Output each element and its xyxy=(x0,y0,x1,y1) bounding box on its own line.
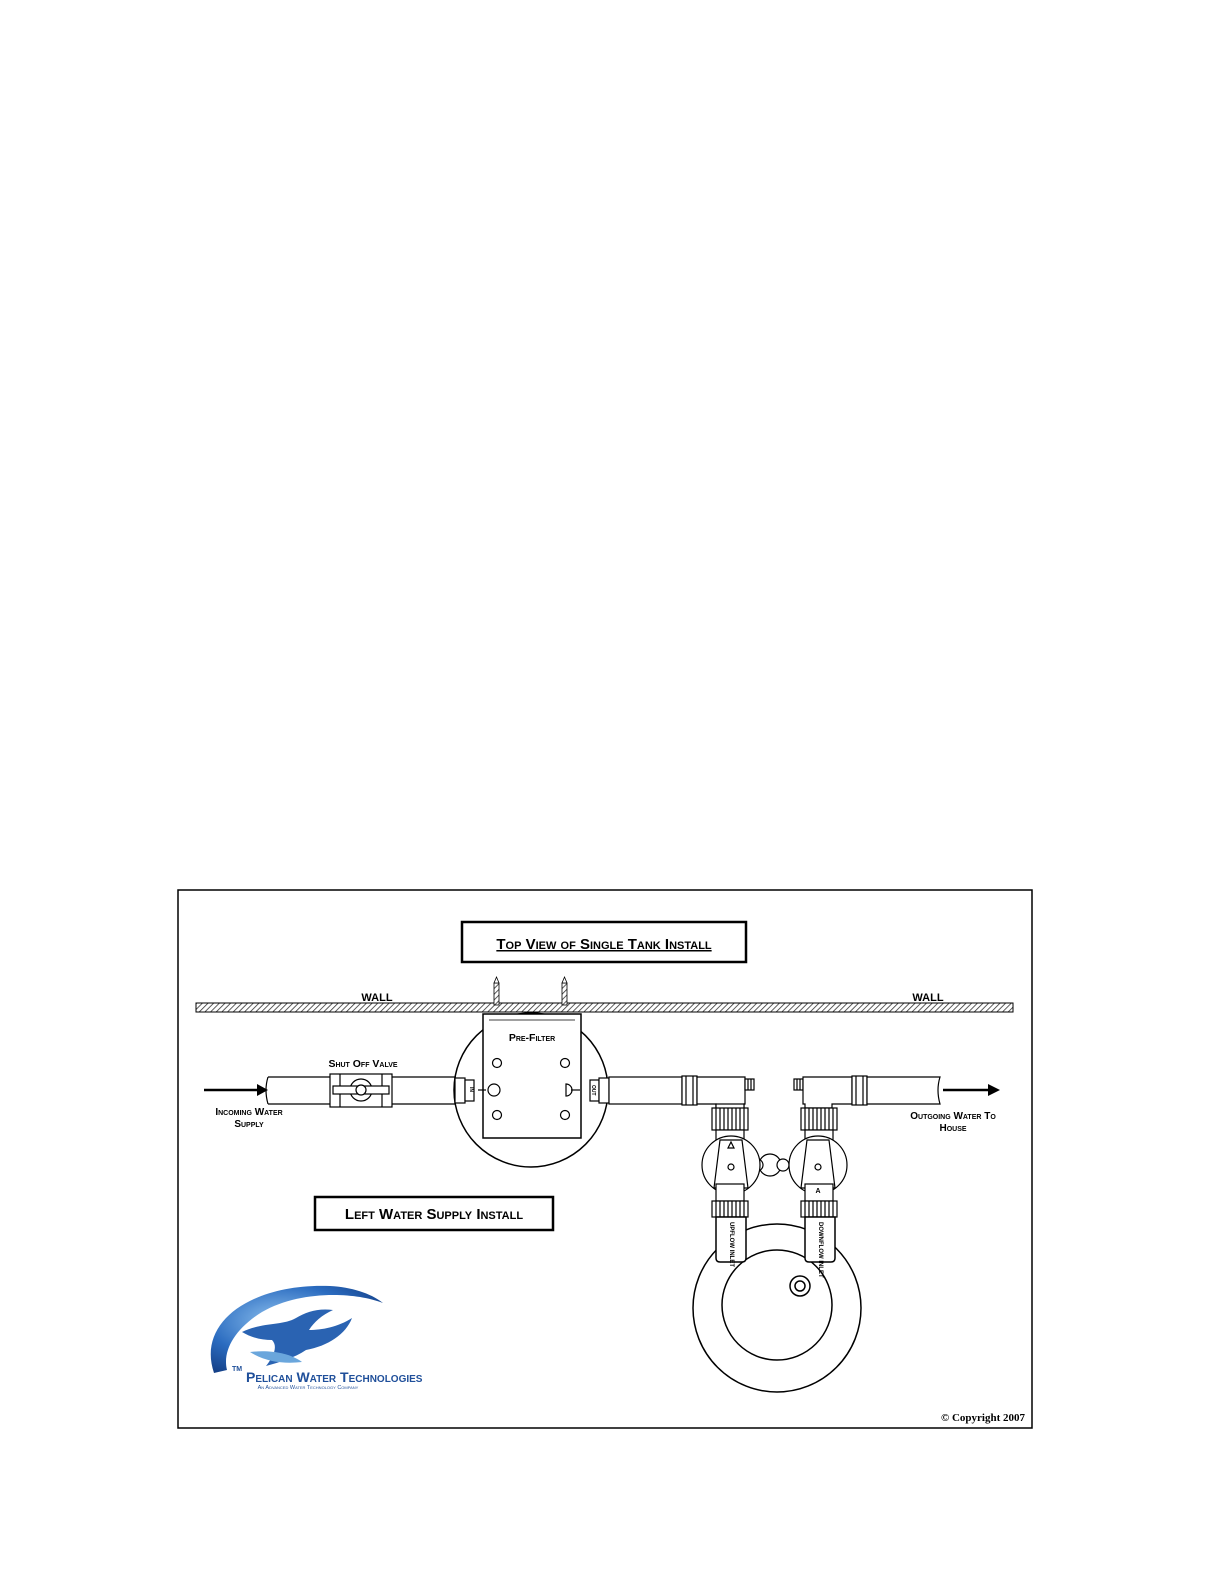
logo-name: Pelican Water Technologies xyxy=(246,1369,423,1385)
incoming-label-line2: Supply xyxy=(234,1119,264,1130)
shut-off-valve xyxy=(330,1074,392,1107)
diagram-title: Top View of Single Tank Install xyxy=(496,936,712,953)
shut-off-valve-label: Shut Off Valve xyxy=(328,1058,398,1070)
copyright: © Copyright 2007 xyxy=(941,1412,1025,1424)
wall-label-left: WALL xyxy=(361,992,393,1004)
prefilter-label: Pre-Filter xyxy=(508,1032,556,1044)
logo-tagline: An Advanced Water Technology Company xyxy=(257,1385,359,1391)
wall-label-right: WALL xyxy=(912,992,944,1004)
outgoing-label-line1: Outgoing Water To xyxy=(910,1111,996,1122)
valve-mark: A xyxy=(815,1188,821,1195)
wall xyxy=(196,1003,1013,1012)
downflow-inlet-label: DOWNFLOW INLET xyxy=(817,1222,823,1278)
upflow-inlet-label: UPFLOW INLET xyxy=(728,1222,734,1267)
logo-tm: TM xyxy=(232,1366,243,1373)
in-mark: IN xyxy=(468,1087,474,1092)
out-mark: OUT xyxy=(590,1085,596,1096)
diagram-subtitle: Left Water Supply Install xyxy=(344,1206,524,1223)
incoming-label-line1: Incoming Water xyxy=(215,1107,283,1118)
outgoing-label-line2: House xyxy=(939,1123,967,1134)
